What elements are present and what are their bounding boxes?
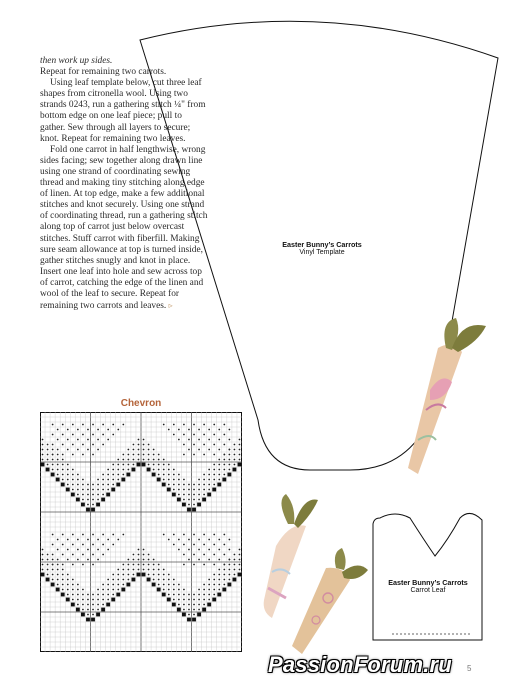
carrot-illustration-3 <box>292 548 368 654</box>
page-number: 5 <box>467 664 472 673</box>
vinyl-template-label <box>262 240 382 256</box>
watermark-logo: PassionForum.ru <box>268 652 452 677</box>
instructions-paragraph-2: Using leaf template below, cut three leaf shapes from citronella wool. Using two strands 0243, run a gathering stitch ¼" from bottom edge on one leaf piece; pull to gather. Sew through all layers to secure; knot. Repeat for remaining two leaves. <box>40 78 206 144</box>
instructions-lead: then work up sides. <box>40 56 113 66</box>
carrot-leaf-outline <box>373 513 482 640</box>
leaf-template-subtitle: Carrot Leaf <box>410 587 446 594</box>
carrot-illustration-2 <box>264 494 318 618</box>
leaf-template-label <box>376 578 480 594</box>
instructions-paragraph-1: Repeat for remaining two carrots. <box>40 67 167 78</box>
leaf-template-title: Easter Bunny’s Carrots <box>388 578 468 587</box>
vinyl-template-title: Easter Bunny’s Carrots <box>282 240 362 249</box>
vinyl-template-subtitle: Vinyl Template <box>299 249 345 256</box>
chart-title: Chevron <box>120 398 162 409</box>
instructions-paragraph-3: Fold one carrot in half lengthwise, wrong sides facing; sew together along drawn line using one strand of coordinating sewing thread and making tiny stitching along edge of linen. At top edge, make a few additional stitches and knot securely. Using one strand of coordinating thread, run a gathering stitch along top of carrot just below overcast stitches. Stuff carrot with fiberfill. Making sure seam allowance at top is turned inside, gather stitches snugly and knot in place. Insert one leaf into hole and sew across top of carrot, catching the edge of the linen and wool of the leaf to secure. Repeat for remaining two carrots and leaves. <box>40 144 208 312</box>
continue-arrow-icon: ▹ <box>168 301 173 311</box>
carrot-illustration-1 <box>408 318 486 474</box>
